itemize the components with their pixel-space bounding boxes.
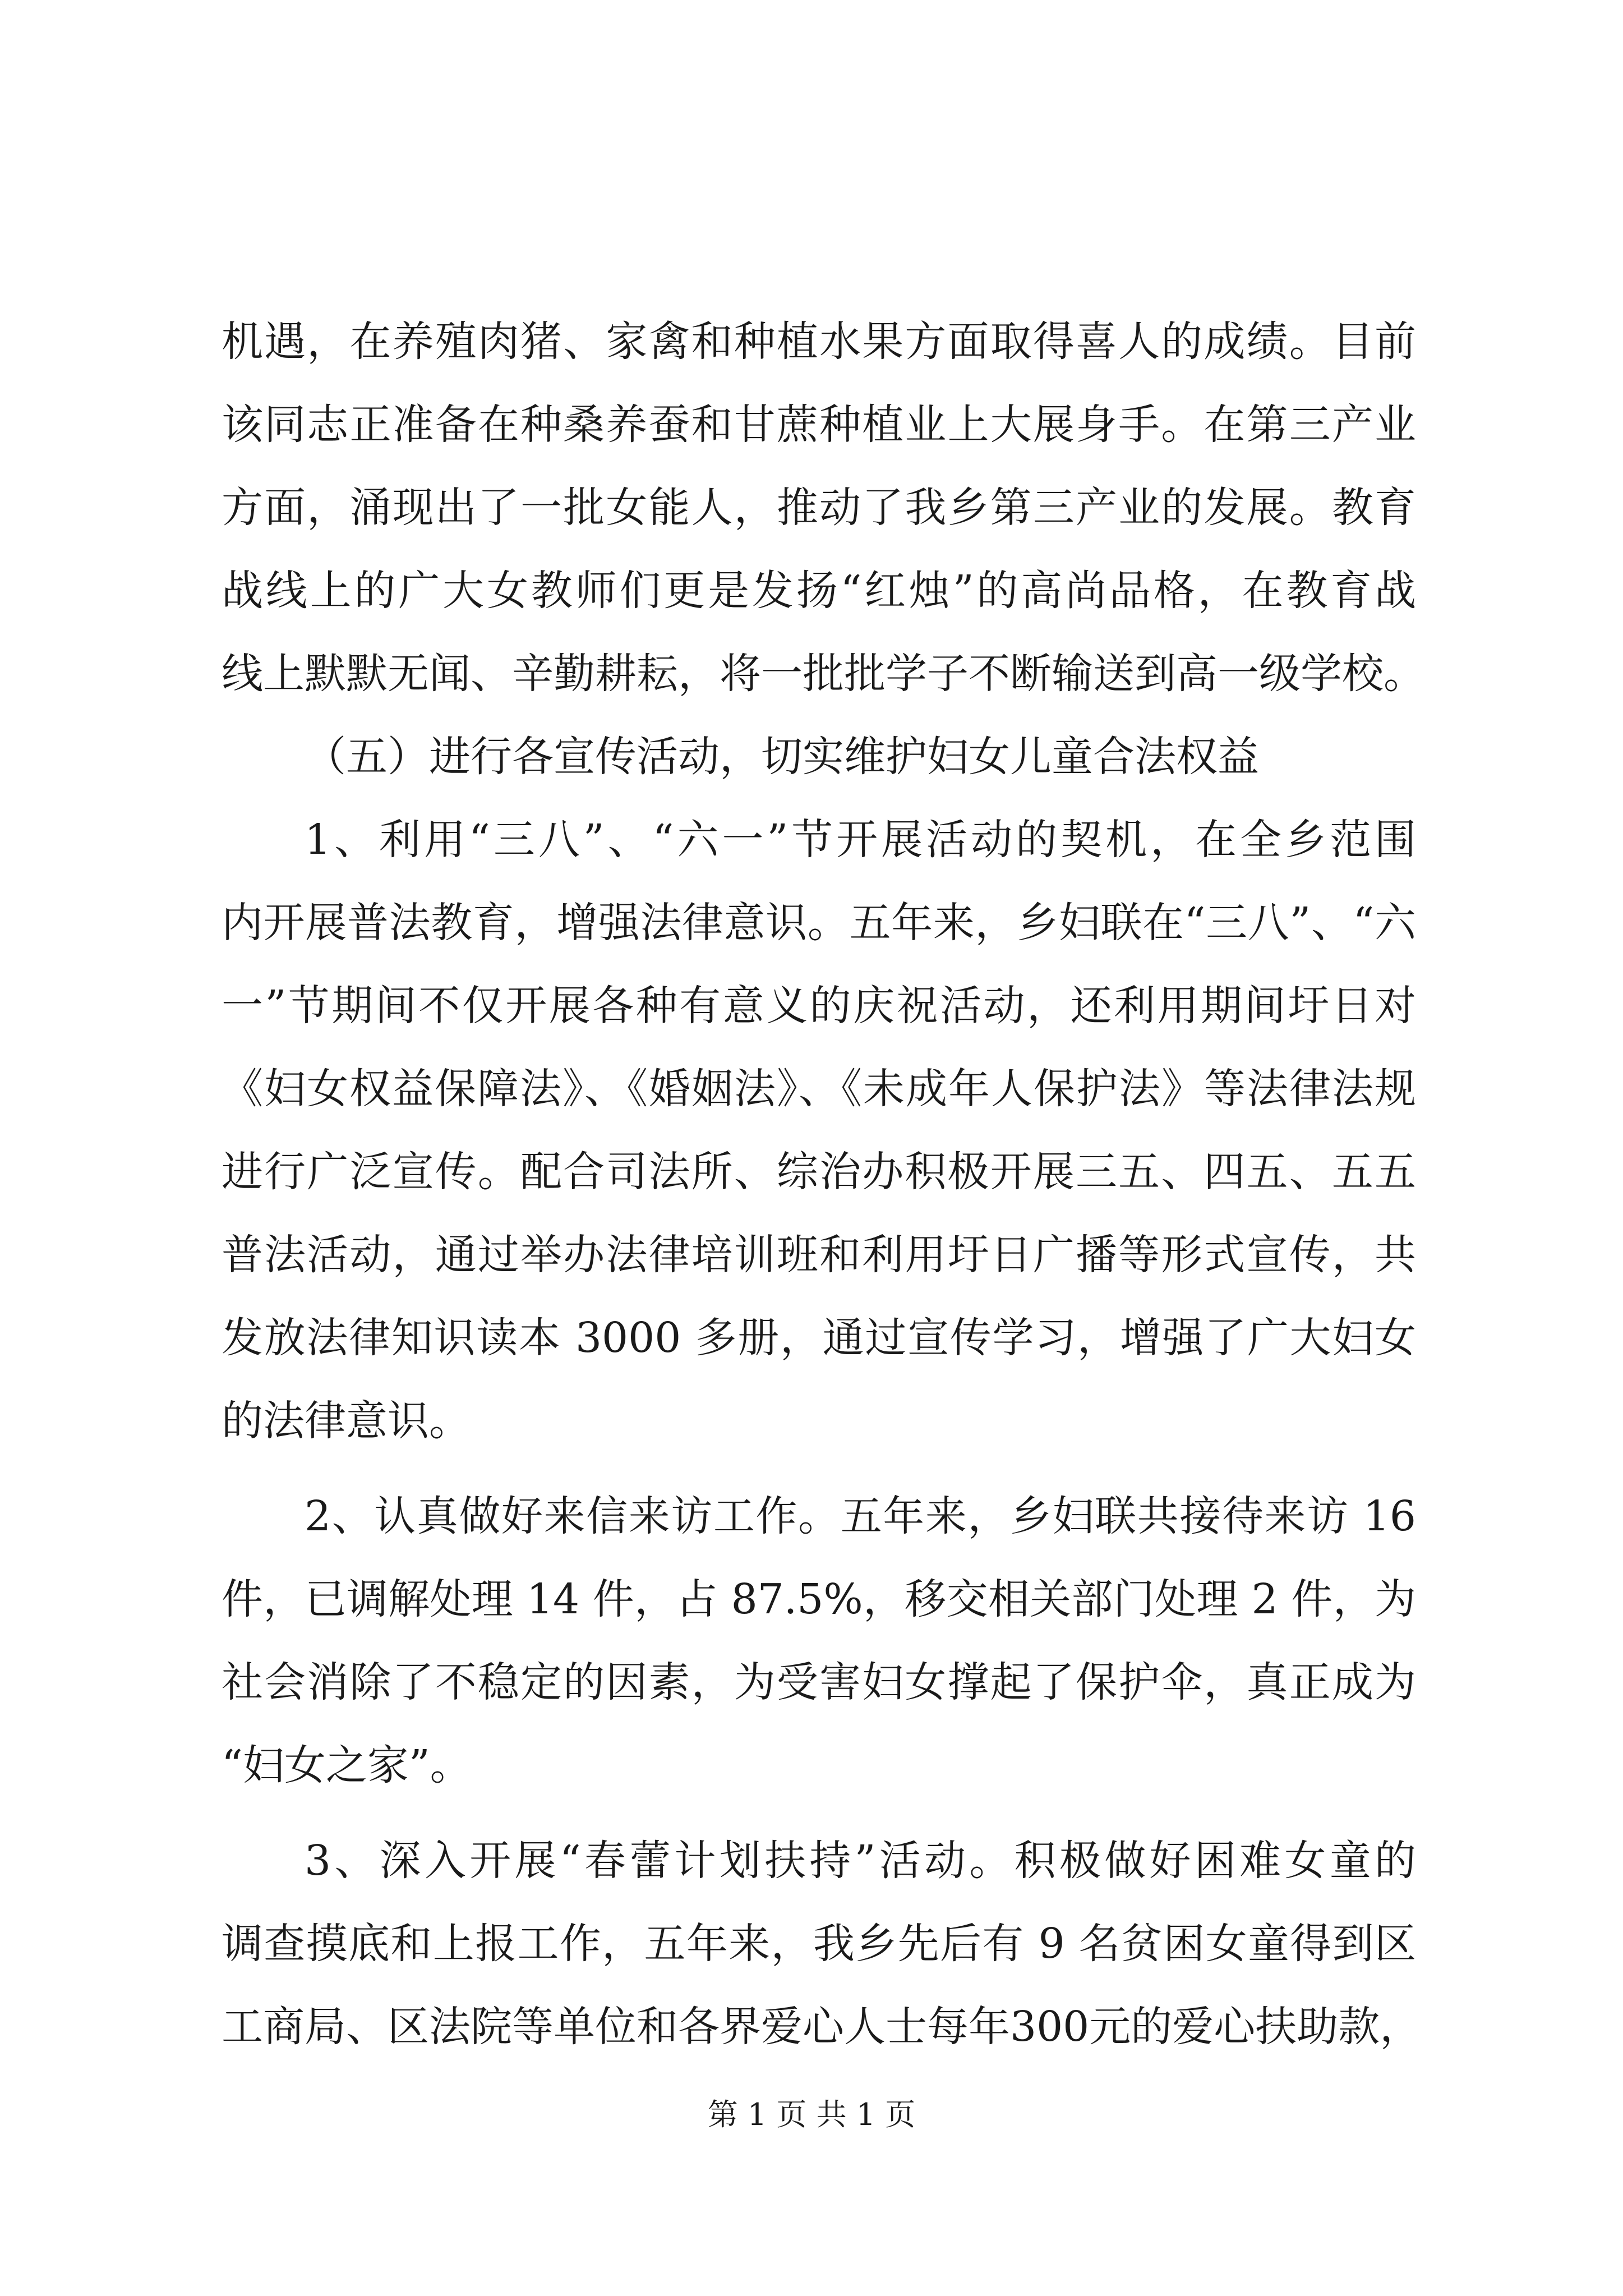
body-line: 件，已调解处理 14 件，占 87.5%，移交相关部门处理 2 件，为 (222, 1575, 1416, 1623)
body-line: 1、利用“三八”、“六一”节开展活动的契机，在全乡范围 (305, 816, 1416, 864)
body-line: 机遇，在养殖肉猪、家禽和种植水果方面取得喜人的成绩。目前 (222, 318, 1416, 366)
body-line: 工商局、区法院等单位和各界爱心人士每年300元的爱心扶助款， (222, 2003, 1422, 2051)
body-line: 普法活动，通过举办法律培训班和利用圩日广播等形式宣传，共 (222, 1231, 1416, 1279)
body-line: 方面，涌现出了一批女能人，推动了我乡第三产业的发展。教育 (222, 484, 1416, 532)
body-line: 调查摸底和上报工作，五年来，我乡先后有 9 名贫困女童得到区 (222, 1920, 1416, 1968)
body-line: 3、深入开展“春蕾计划扶持”活动。积极做好困难女童的 (305, 1837, 1416, 1885)
paragraph-gap (222, 1807, 1416, 1819)
body-line: 社会消除了不稳定的因素，为受害妇女撑起了保护伞，真正成为 (222, 1658, 1416, 1706)
body-line: 线上默默无闻、辛勤耕耘，将一批批学子不断输送到高一级学校。 (222, 650, 1425, 698)
body-line: 发放法律知识读本 3000 多册，通过宣传学习，增强了广大妇女 (222, 1314, 1416, 1362)
document-body (222, 300, 1425, 2068)
section-heading: （五）进行各宣传活动，切实维护妇女儿童合法权益 (305, 733, 1259, 781)
body-line: 《妇女权益保障法》、《婚姻法》、《未成年人保护法》等法律法规 (222, 1065, 1416, 1113)
body-line: “妇女之家”。 (222, 1741, 472, 1789)
body-line: 战线上的广大女教师们更是发扬“红烛”的高尚品格，在教育战 (222, 567, 1416, 615)
body-line: 的法律意识。 (222, 1397, 471, 1445)
paragraph-gap (222, 1462, 1416, 1475)
page-number-label: 第 1 页 共 1 页 (707, 2097, 916, 2132)
body-line: 一”节期间不仅开展各种有意义的庆祝活动，还利用期间圩日对 (222, 982, 1416, 1030)
body-line: 内开展普法教育，增强法律意识。五年来，乡妇联在“三八”、“六 (222, 899, 1416, 947)
page-footer (0, 2095, 1623, 2134)
body-line: 该同志正准备在种桑养蚕和甘蔗种植业上大展身手。在第三产业 (222, 401, 1416, 449)
body-line: 进行广泛宣传。配合司法所、综治办积极开展三五、四五、五五 (222, 1148, 1416, 1196)
body-line: 2、认真做好来信来访工作。五年来，乡妇联共接待来访 16 (305, 1492, 1416, 1540)
